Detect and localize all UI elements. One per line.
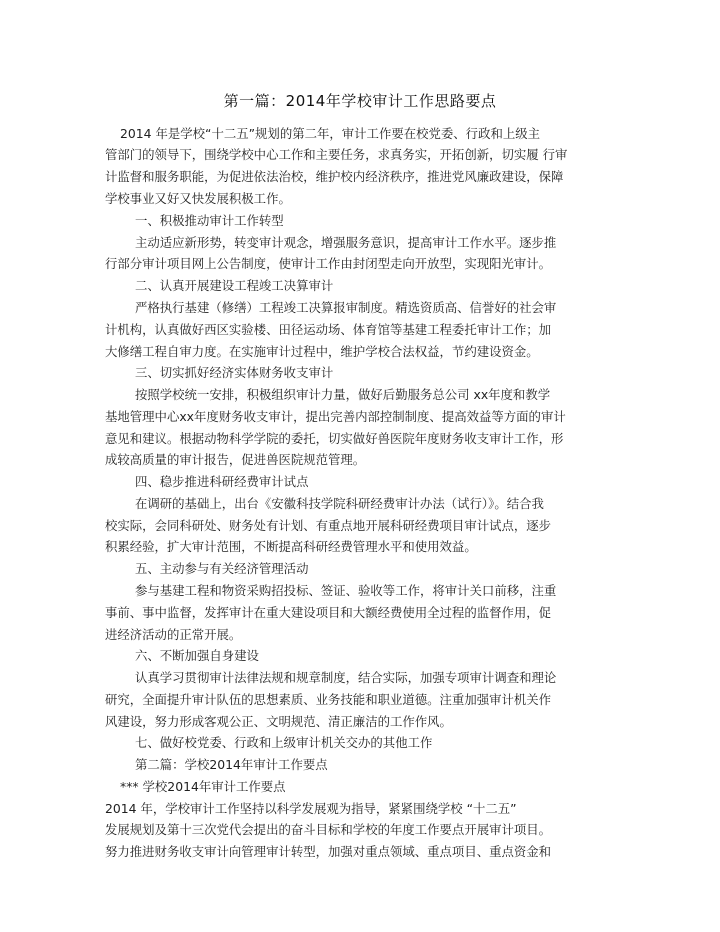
text-line: 2014 年是学校“十二五”规划的第二年，审计工作要在校党委、行政和上级主: [120, 126, 541, 141]
section-heading: 六、不断加强自身建设: [135, 648, 259, 663]
section-heading: 五、主动参与有关经济管理活动: [135, 561, 309, 576]
text-line: 努力推进财务收支审计向管理审计转型，加强对重点领域、重点项目、重点资金和: [105, 844, 552, 859]
section-heading: 七、做好校党委、行政和上级审计机关交办的其他工作: [135, 735, 433, 750]
text-line: 进经济活动的正常开展。: [105, 627, 242, 642]
text-line: 成较高质量的审计报告，促进兽医院规范管理。: [105, 452, 366, 467]
document-title: 第一篇：2014年学校审计工作思路要点: [223, 92, 497, 110]
second-article-title: 第二篇：学校2014年审计工作要点: [135, 757, 328, 772]
text-line: 管部门的领导下，围绕学校中心工作和主要任务，求真务实，开拓创新，切实履 行审: [105, 147, 568, 162]
text-line: 意见和建议。根据动物科学学院的委托，切实做好兽医院年度财务收支审计工作，形: [105, 431, 564, 446]
text-line: 计监督和服务职能，为促进依法治校，维护校内经济秩序，推进党风廉政建设，保障: [105, 169, 564, 184]
text-line: 基地管理中心xx年度财务收支审计，提出完善内部控制制度、提高效益等方面的审计: [105, 409, 566, 424]
text-line: 2014 年，学校审计工作坚持以科学发展观为指导，紧紧围绕学校 “十二五”: [105, 801, 517, 816]
text-line: 风建设，努力形成客观公正、文明规范、清正廉洁的工作作风。: [105, 714, 452, 729]
text-line: 研究，全面提升审计队伍的思想素质、业务技能和职业道德。注重加强审计机关作: [105, 692, 552, 707]
text-line: 在调研的基础上，出台《安徽科技学院科研经费审计办法（试行）》。结合我: [135, 496, 544, 511]
text-line: 行部分审计项目网上公告制度，使审计工作由封闭型走向开放型，实现阳光审计。: [105, 256, 552, 271]
section-heading: 二、认真开展建设工程竣工决算审计: [135, 278, 334, 293]
text-line: 严格执行基建（修缮）工程竣工决算报审制度。精选资质高、信誉好的社会审: [135, 300, 557, 315]
text-line: 发展规划及第十三次党代会提出的奋斗目标和学校的年度工作要点开展审计项目。: [105, 822, 552, 837]
text-line: *** 学校2014年审计工作要点: [120, 779, 286, 794]
text-line: 主动适应新形势，转变审计观念，增强服务意识，提高审计工作水平。逐步推: [135, 235, 557, 250]
text-line: 学校事业又好又快发展积极工作。: [105, 191, 291, 206]
text-line: 事前、事中监督，发挥审计在重大建设项目和大额经费使用全过程的监督作用，促: [105, 605, 552, 620]
text-line: 认真学习贯彻审计法律法规和规章制度，结合实际，加强专项审计调查和理论: [135, 670, 557, 685]
text-line: 按照学校统一安排，积极组织审计力量，做好后勤服务总公司 xx年度和教学: [135, 387, 551, 402]
text-line: 大修缮工程自审力度。在实施审计过程中，维护学校合法权益，节约建设资金。: [105, 344, 539, 359]
text-line: 校实际，会同科研处、财务处有计划、有重点地开展科研经费项目审计试点，逐步: [105, 518, 552, 533]
section-heading: 一、积极推动审计工作转型: [135, 213, 284, 228]
section-heading: 四、稳步推进科研经费审计试点: [135, 474, 309, 489]
text-line: 计机构，认真做好西区实验楼、田径运动场、体育馆等基建工程委托审计工作；加: [105, 322, 552, 337]
text-line: 积累经验，扩大审计范围，不断提高科研经费管理水平和使用效益。: [105, 539, 477, 554]
text-line: 参与基建工程和物资采购招投标、签证、验收等工作，将审计关口前移，注重: [135, 583, 557, 598]
section-heading: 三、切实抓好经济实体财务收支审计: [135, 365, 334, 380]
